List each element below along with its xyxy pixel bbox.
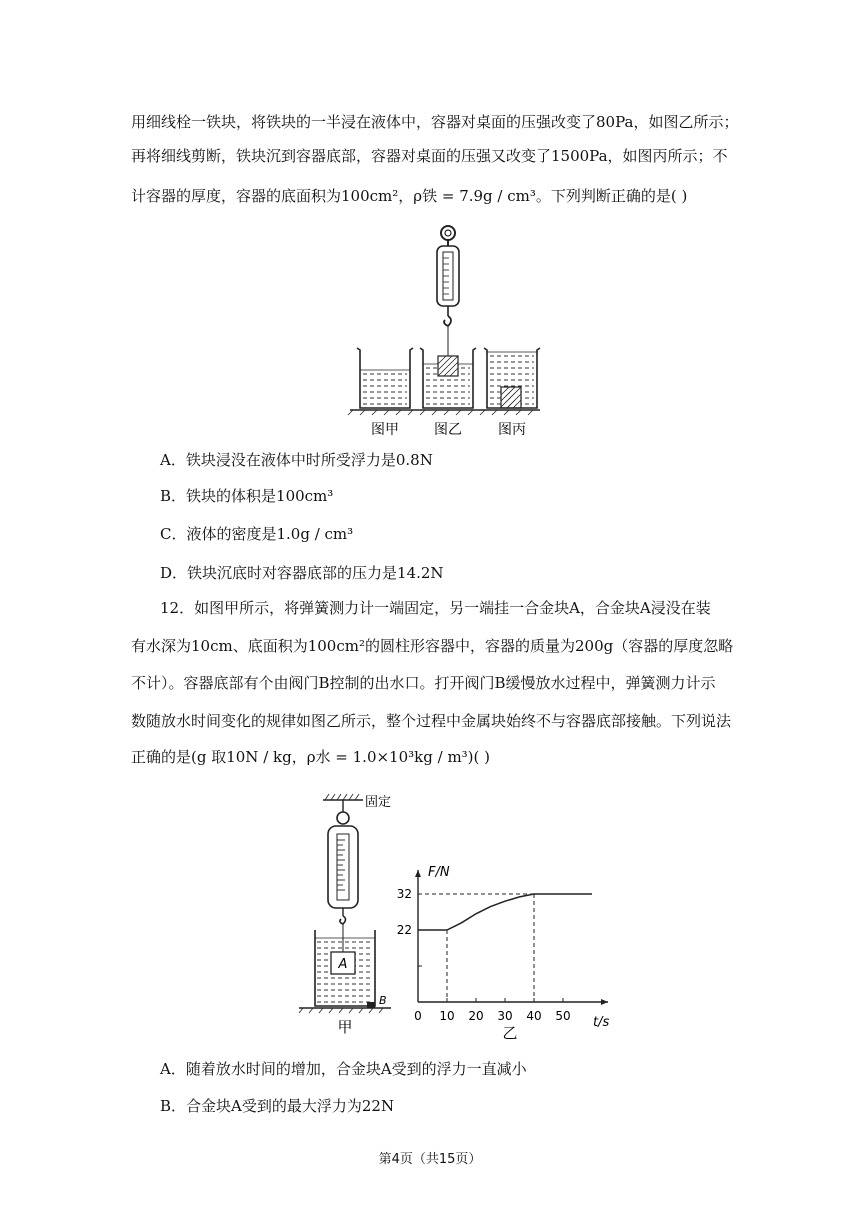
q11-option-b: B．铁块的体积是100cm³ <box>160 487 334 505</box>
x-tick-label: 40 <box>526 1009 542 1023</box>
x-tick-label: 20 <box>468 1009 484 1023</box>
q11-figure <box>345 224 545 444</box>
x-tick-label: 30 <box>497 1009 513 1023</box>
q12-text-line-3: 不计）。容器底部有个由阀门B控制的出水口。打开阀门B缓慢放水过程中，弹簧测力计示 <box>131 674 716 692</box>
block-a-label: A <box>338 957 348 972</box>
q11-text-line-3: 计容器的厚度，容器的底面积为100cm²，ρ铁 = 7.9g / cm³。下列判断正确的是( ) <box>131 187 688 205</box>
q12-figure-jia <box>295 790 415 1040</box>
fig-label-yi: 图乙 <box>434 422 462 438</box>
y-axis-arrow <box>415 870 421 877</box>
y-axis-label: F/N <box>428 865 450 880</box>
q11-option-c: C．液体的密度是1.0g / cm³ <box>160 525 354 543</box>
fig-label-jia: 图甲 <box>371 422 399 438</box>
y-tick-label: 32 <box>396 887 412 901</box>
page-footer: 第4页（共15页） <box>378 1152 482 1167</box>
x-tick-label: 50 <box>555 1009 571 1023</box>
origin-label: 0 <box>414 1009 422 1023</box>
q12-option-b: B．合金块A受到的最大浮力为22N <box>160 1097 395 1115</box>
q11-text-line-2: 再将细线剪断，铁块沉到容器底部，容器对桌面的压强又改变了1500Pa，如图丙所示；不 <box>131 147 728 165</box>
series-line <box>418 894 592 930</box>
q12-option-a: A．随着放水时间的增加，合金块A受到的浮力一直减小 <box>160 1060 527 1078</box>
q12-text-line-5: 正确的是(g 取10N / kg，ρ水 = 1.0×10³kg / m³)( ) <box>131 748 491 766</box>
fig-label-bing: 图丙 <box>498 422 526 438</box>
q12-text-line-2: 有水深为10cm、底面积为100cm²的圆柱形容器中，容器的质量为200g（容器的厚度忽略 <box>131 637 734 655</box>
y-tick-label: 22 <box>396 923 412 937</box>
x-tick-label: 10 <box>439 1009 455 1023</box>
x-axis-arrow <box>601 999 608 1005</box>
q11-text-line-1: 用细线栓一铁块，将铁块的一半浸在液体中，容器对桌面的压强改变了80Pa，如图乙所示； <box>131 113 739 131</box>
q12-text-line-1: 12．如图甲所示，将弹簧测力计一端固定，另一端挂一合金块A，合金块A浸没在装 <box>160 599 711 617</box>
fixed-label: 固定 <box>365 795 392 810</box>
q12-text-line-4: 数随放水时间变化的规律如图乙所示，整个过程中金属块始终不与容器底部接触。下列说法 <box>131 712 732 730</box>
valve-b-label: B <box>379 994 387 1007</box>
q11-option-a: A．铁块浸没在液体中时所受浮力是0.8N <box>160 451 433 469</box>
fig-caption-yi: 乙 <box>502 1024 518 1042</box>
x-axis-label: t/s <box>593 1015 610 1030</box>
q11-option-d: D．铁块沉底时对容器底部的压力是14.2N <box>160 564 444 582</box>
fig-caption-jia: 甲 <box>337 1018 353 1036</box>
